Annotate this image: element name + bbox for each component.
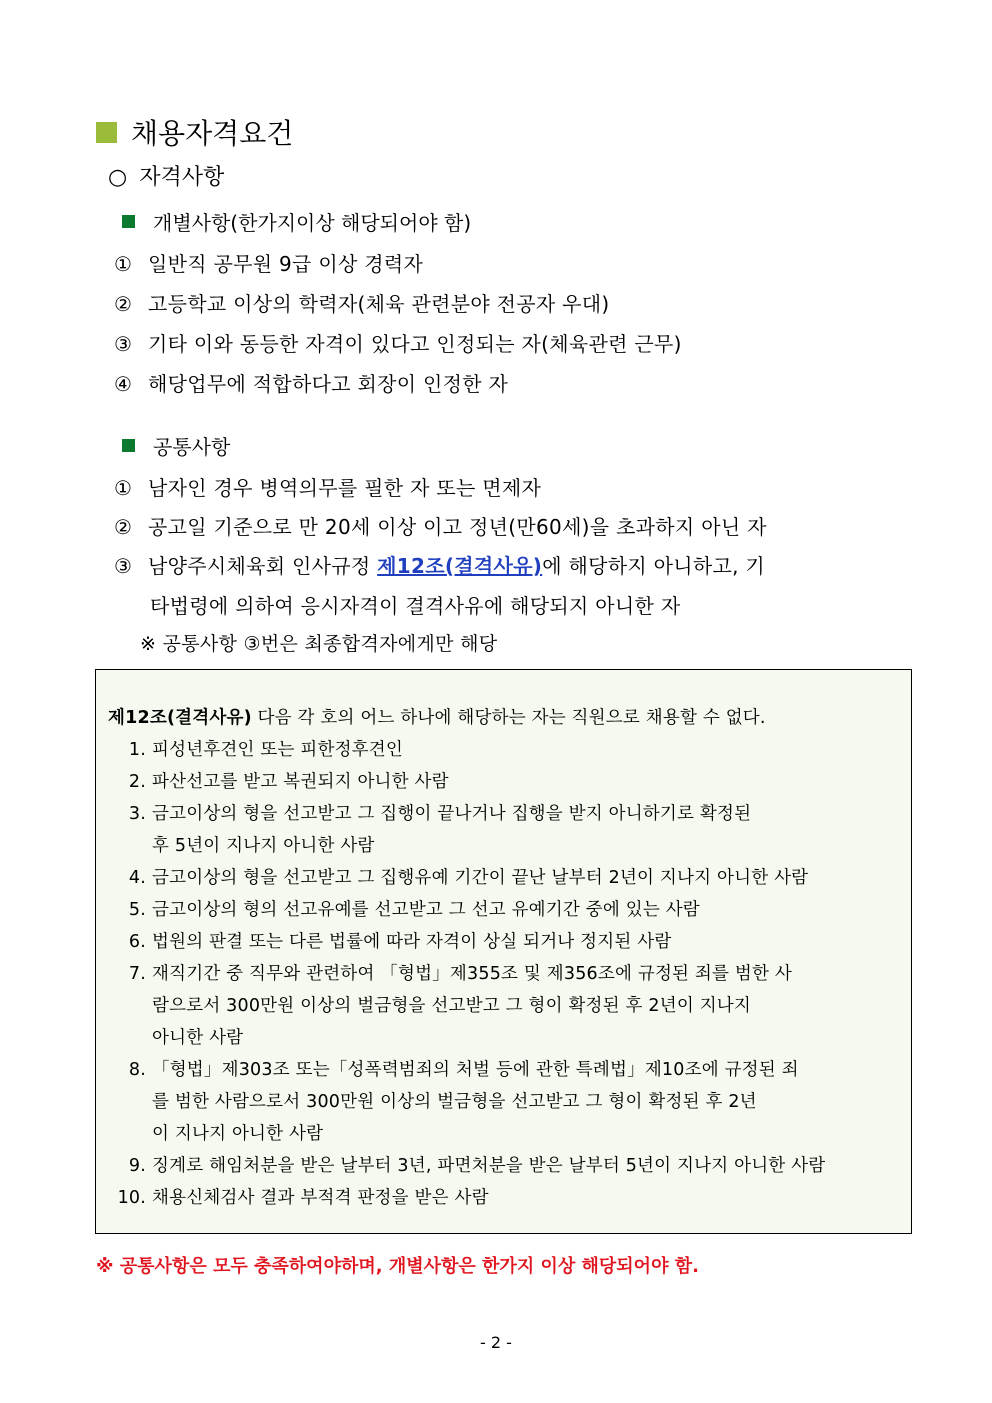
list-text: 금고이상의 형을 선고받고 그 집행유예 기간이 끝난 날부터 2년이 지나지 아니한 사람 bbox=[152, 868, 809, 888]
page-number: - 2 - bbox=[480, 1333, 512, 1352]
list-text: 법원의 판결 또는 다른 법률에 따라 자격이 상실 되거나 정지된 사람 bbox=[152, 932, 672, 952]
box-list-line bbox=[118, 1024, 243, 1049]
item-text: 타법령에 의하여 응시자격이 결격사유에 해당되지 아니한 자 bbox=[150, 594, 681, 618]
list-number: 2. bbox=[128, 772, 146, 792]
item-marker: ③ bbox=[114, 332, 133, 356]
item-marker: ① bbox=[114, 252, 133, 276]
subtitle bbox=[108, 160, 224, 191]
regulation-box bbox=[95, 669, 912, 1234]
item-text: 해당업무에 적합하다고 회장이 인정한 자 bbox=[148, 372, 509, 396]
item-marker: ② bbox=[114, 292, 133, 316]
box-heading-bold: 제12조(결격사유) bbox=[108, 708, 252, 728]
box-list-line bbox=[118, 832, 375, 857]
list-number: 4. bbox=[128, 868, 146, 888]
list-item bbox=[114, 368, 508, 397]
item-text: 공고일 기준으로 만 20세 이상 이고 정년(만60세)을 초과하지 아닌 자 bbox=[148, 515, 767, 539]
section-title bbox=[96, 112, 293, 152]
item-marker: ④ bbox=[114, 372, 133, 396]
item-text: 기타 이와 동등한 자격이 있다고 인정되는 자(체육관련 근무) bbox=[148, 332, 682, 356]
list-text: 채용신체검사 결과 부적격 판정을 받은 사람 bbox=[152, 1188, 489, 1208]
list-text: 람으로서 300만원 이상의 벌금형을 선고받고 그 형이 확정된 후 2년이 지나지 bbox=[152, 996, 752, 1016]
list-item-continuation bbox=[150, 590, 680, 619]
box-list-line bbox=[118, 768, 449, 793]
list-text: 이 지나지 아니한 사람 bbox=[152, 1124, 324, 1144]
regulation-link[interactable]: 제12조(결격사유) bbox=[377, 554, 543, 578]
list-number: 3. bbox=[128, 804, 146, 824]
list-number: 1. bbox=[128, 740, 146, 760]
box-heading-text: 다음 각 호의 어느 하나에 해당하는 자는 직원으로 채용할 수 없다. bbox=[251, 708, 766, 728]
common-note bbox=[140, 629, 497, 656]
individual-heading-text: 개별사항(한가지이상 해당되어야 함) bbox=[153, 211, 472, 235]
box-list-line bbox=[112, 1184, 489, 1209]
list-text: 「형법」제303조 또는「성폭력범죄의 처벌 등에 관한 특례법」제10조에 규정된 죄 bbox=[152, 1060, 799, 1080]
item-marker: ② bbox=[114, 515, 133, 539]
box-list-line bbox=[118, 992, 751, 1017]
box-list-line bbox=[118, 1056, 799, 1081]
list-text: 파산선고를 받고 복권되지 아니한 사람 bbox=[152, 772, 449, 792]
list-text: 재직기간 중 직무와 관련하여 「형법」제355조 및 제356조에 규정된 죄를 범한 사 bbox=[152, 964, 792, 984]
subtitle-text: 자격사항 bbox=[139, 165, 225, 190]
list-text: 를 범한 사람으로서 300만원 이상의 벌금형을 선고받고 그 형이 확정된 후 2년 bbox=[152, 1092, 757, 1112]
list-text: 후 5년이 지나지 아니한 사람 bbox=[152, 836, 375, 856]
green-square-icon bbox=[122, 215, 135, 228]
item-text: 고등학교 이상의 학력자(체육 관련분야 전공자 우대) bbox=[148, 292, 610, 316]
list-text: 아니한 사람 bbox=[152, 1028, 244, 1048]
green-square-icon bbox=[96, 122, 117, 143]
list-item bbox=[114, 511, 767, 540]
box-heading bbox=[108, 704, 766, 729]
list-text: 금고이상의 형의 선고유예를 선고받고 그 선고 유예기간 중에 있는 사람 bbox=[152, 900, 700, 920]
list-number: 7. bbox=[128, 964, 146, 984]
list-text: 피성년후견인 또는 피한정후견인 bbox=[152, 740, 403, 760]
green-square-icon bbox=[122, 439, 135, 452]
box-list-line bbox=[118, 1088, 757, 1113]
warning-text: ※ 공통사항은 모두 충족하여야하며, 개별사항은 한가지 이상 해당되어야 함. bbox=[96, 1256, 699, 1277]
box-list-line bbox=[118, 864, 808, 889]
section-title-text: 채용자격요건 bbox=[131, 117, 294, 150]
note-text: ※ 공통사항 ③번은 최종합격자에게만 해당 bbox=[140, 633, 498, 655]
item-text: 일반직 공무원 9급 이상 경력자 bbox=[148, 252, 424, 276]
box-list-line bbox=[118, 1152, 825, 1177]
item-text: 남양주시체육회 인사규정 bbox=[148, 554, 378, 578]
list-number: 9. bbox=[128, 1156, 146, 1176]
list-number: 8. bbox=[128, 1060, 146, 1080]
common-heading bbox=[122, 431, 230, 460]
list-number: 10. bbox=[117, 1188, 146, 1208]
item-text: 에 해당하지 아니하고, 기 bbox=[542, 554, 766, 578]
list-number: 6. bbox=[128, 932, 146, 952]
box-list-line bbox=[118, 896, 700, 921]
individual-heading bbox=[122, 207, 471, 236]
list-item bbox=[114, 288, 610, 317]
box-list-line bbox=[118, 800, 751, 825]
box-list-line bbox=[118, 928, 671, 953]
list-number: 5. bbox=[128, 900, 146, 920]
item-marker: ① bbox=[114, 476, 133, 500]
box-list-line bbox=[118, 960, 792, 985]
circle-icon: ○ bbox=[108, 165, 128, 190]
item-text: 남자인 경우 병역의무를 필한 자 또는 면제자 bbox=[148, 476, 542, 500]
list-text: 금고이상의 형을 선고받고 그 집행이 끝나거나 집행을 받지 아니하기로 확정된 bbox=[152, 804, 752, 824]
box-list-line bbox=[118, 1120, 323, 1145]
common-heading-text: 공통사항 bbox=[153, 435, 231, 459]
list-text: 징계로 해임처분을 받은 날부터 3년, 파면처분을 받은 날부터 5년이 지나지 아니한 사람 bbox=[152, 1156, 826, 1176]
list-item bbox=[114, 550, 765, 579]
box-list-line bbox=[118, 736, 403, 761]
item-marker: ③ bbox=[114, 554, 133, 578]
list-item bbox=[114, 328, 682, 357]
list-item bbox=[114, 472, 541, 501]
list-item bbox=[114, 248, 423, 277]
